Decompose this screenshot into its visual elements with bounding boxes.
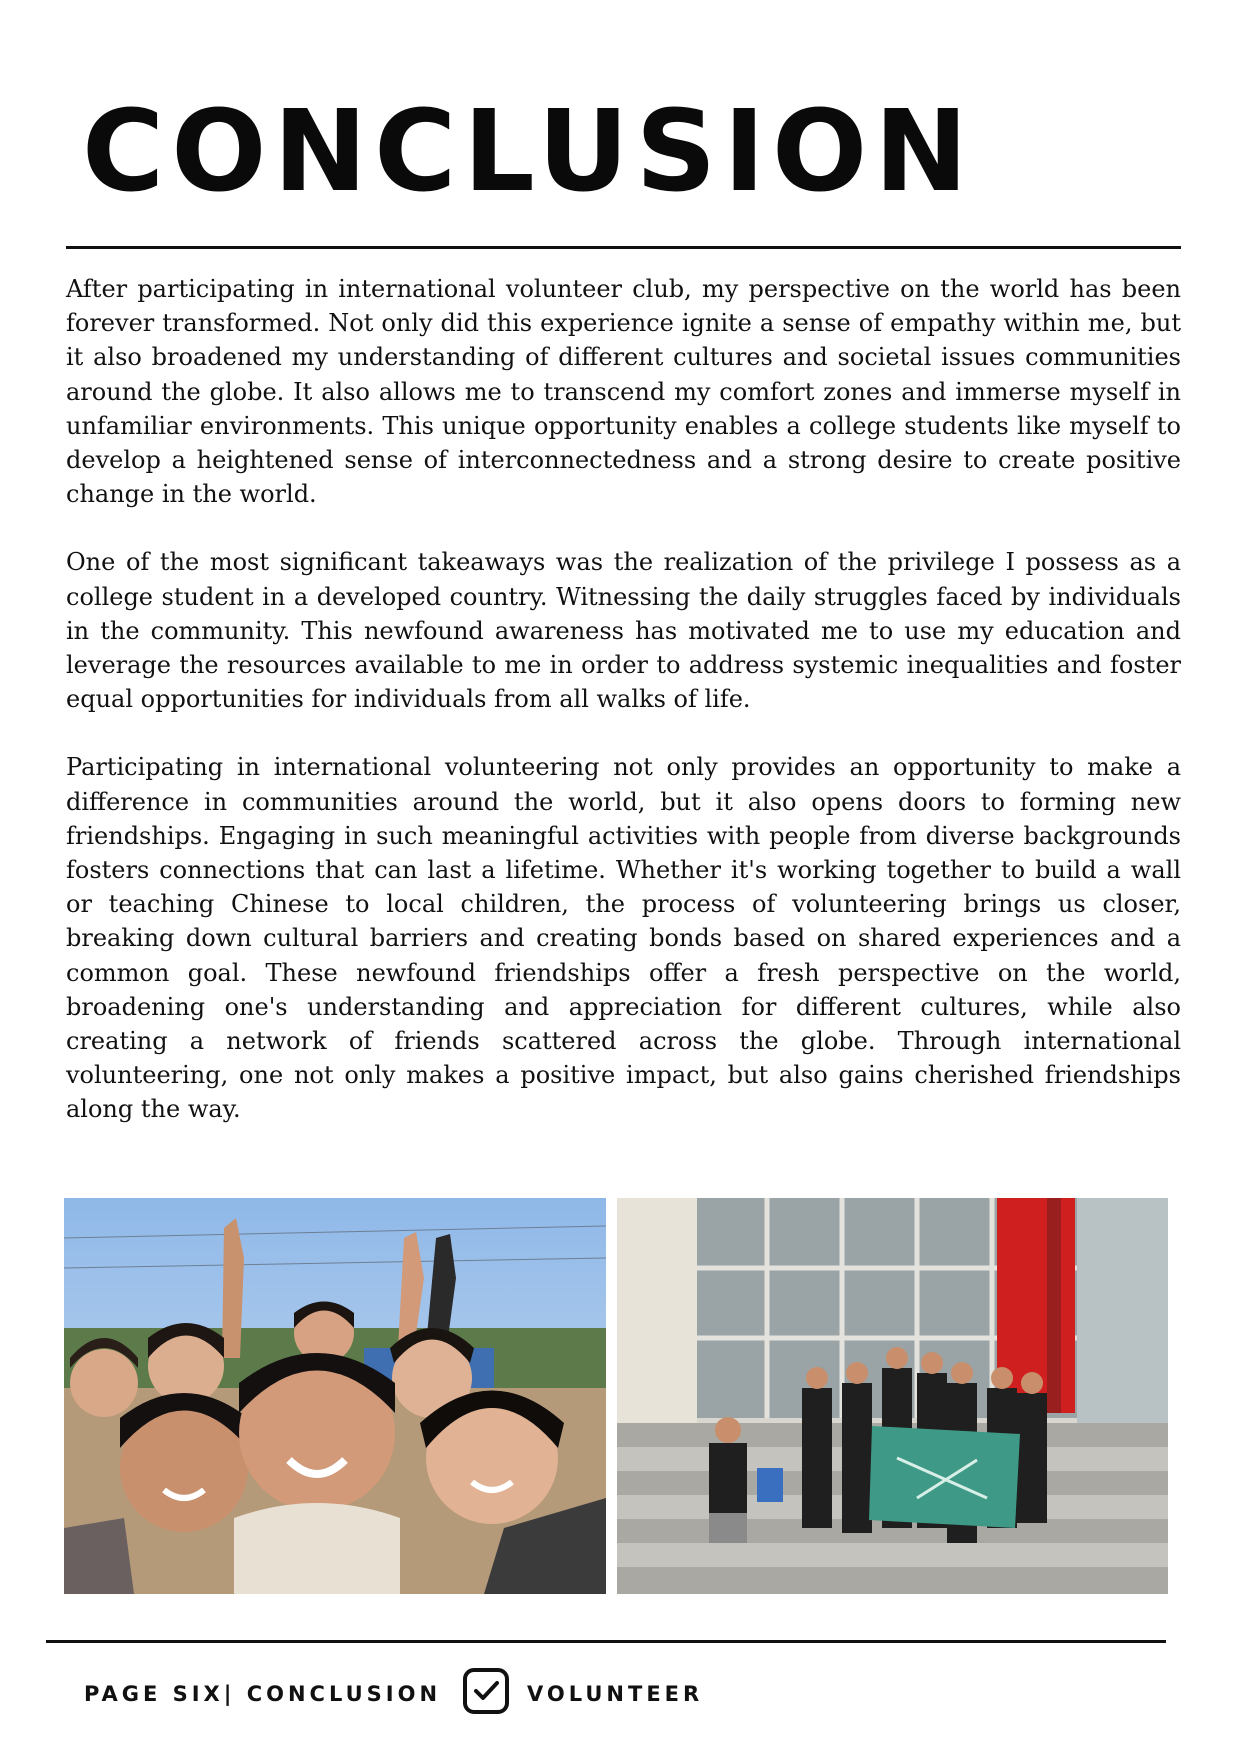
footer-brand: VOLUNTEER	[527, 1682, 704, 1706]
paragraph-1: After participating in international volunteer club, my perspective on the world has been forever transformed. Not only did this experience ignite a sense of empathy within me, but it also broadened my understanding of different cultures and societal issues communities around the globe. It also allows me to transcend my comfort zones and immerse myself in unfamiliar environments. This unique opportunity enables a college students like myself to develop a heightened sense of interconnectedness and a strong desire to create positive change in the world.	[66, 275, 1181, 509]
paragraph-2: One of the most significant takeaways was the realization of the privilege I possess as a college student in a developed country. Witnessing the daily struggles faced by individuals in the community. This newfound awareness has motivated me to use my education and leverage the resources available to me in order to address systemic inequalities and foster equal opportunities for individuals from all walks of life.	[66, 548, 1181, 714]
title-divider	[66, 246, 1181, 249]
footer-page-label: PAGE SIX| CONCLUSION	[84, 1682, 442, 1706]
footer-divider	[46, 1640, 1166, 1643]
paragraph-3: Participating in international volunteering not only provides an opportunity to make a difference in communities around the world, but it also opens doors to forming new friendships. Engaging in such meaningful activities with people from diverse backgrounds fosters connections that can last a lifetime. Whether it's working together to build a wall or teaching Chinese to local children, the process of volunteering brings us closer, breaking down cultural barriers and creating bonds based on shared experiences and a common goal. These newfound friendships offer a fresh perspective on the world, broadening one's understanding and appreciation for different cultures, while also creating a network of friends scattered across the globe. Through international volunteering, one not only makes a positive impact, but also gains cherished friendships along the way.	[66, 753, 1181, 1124]
page-title: CONCLUSION	[82, 87, 975, 217]
group-selfie-photo	[64, 1198, 606, 1594]
group-on-steps-with-banner-photo	[617, 1198, 1168, 1594]
body-text	[66, 272, 1181, 1161]
checkbox-check-icon	[462, 1667, 510, 1715]
